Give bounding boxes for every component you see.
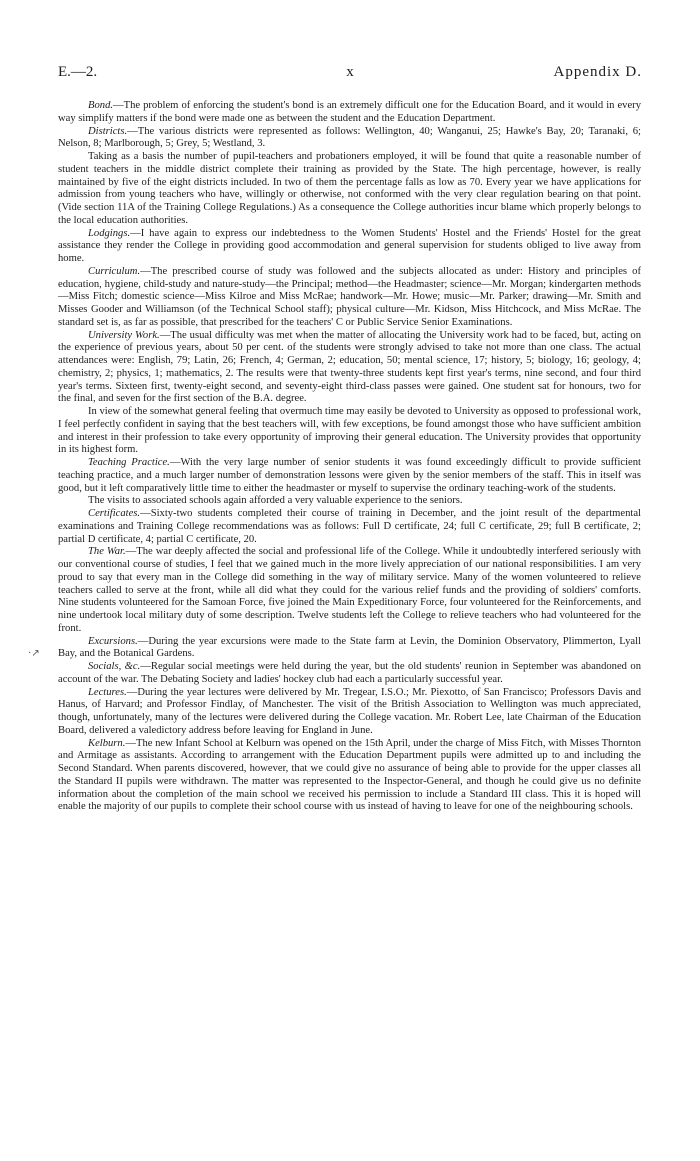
paragraph-heading: University Work.	[88, 329, 160, 341]
paragraph-heading: Socials, &c.	[88, 661, 141, 672]
margin-mark: ·↗	[28, 648, 40, 659]
paragraph	[58, 738, 641, 815]
paragraph	[58, 406, 641, 457]
document-body	[58, 100, 641, 814]
paragraph-text: In view of the somewhat general feeling that overmuch time may easily be devoted to University as opposed to professional work, I feel perfectly confident in saying that the best teachers will, with few exceptions, be found amongst those who have sufficient ambition and interest in their profession to take every opportunity of improving their general education. The University provides that opportunity in its highest form.	[58, 406, 641, 456]
paragraph-heading: Excursions.	[88, 635, 138, 647]
paragraph	[58, 151, 641, 228]
paragraph	[58, 546, 641, 635]
paragraph-heading: Certificates.	[88, 508, 141, 519]
paragraph-text: —The prescribed course of study was followed and the subjects allocated as under: History and principles of education, hygiene, child-study and nature-study—the Principal; method—the Headmaster; science—Mr. Morgan; kindergarten methods—Miss Fitch; domestic science—Miss Kilroe and Miss McRae; handwork—Mr. Howe; music—Mr. Parker; drawing—Mr. Smith and Misses Gooder and Williamson (of the Technical School staff); physical culture—Mr. Kidson, Miss Hitchcock, and Miss McRae. The standard set is, as far as possible, that prescribed for the teachers' C or Public Service Senior Examinations.	[58, 265, 641, 328]
paragraph	[58, 661, 641, 687]
paragraph-heading: Kelburn.	[88, 737, 126, 749]
paragraph-text: —The new Infant School at Kelburn was opened on the 15th April, under the charge of Miss Fitch, with Misses Thornton and Armitage as assistants. According to arrangement with the Education Department pupils were admitted up to and including the Second Standard. When parents discovered, however, that we could give no assurance of being able to provide for the upper classes all the Standard II pupils were withdrawn. The matter was represented to the Inspector-General, and though he could give us no definite information about the completion of the main school we received his permission to include a Standard III class. This it is hoped will enable the majority of our pupils to complete their school course with us instead of having to leave for one of the neighbouring schools.	[58, 737, 641, 813]
paragraph-text: —During the year excursions were made to the State farm at Levin, the Dominion Observatory, Plimmerton, Lyall Bay, and the Botanical Gardens.	[58, 635, 641, 660]
paragraph	[58, 687, 641, 738]
paragraph-text: —During the year lectures were delivered by Mr. Tregear, I.S.O.; Mr. Piexotto, of San Francisco; Professors Davis and Hanus, of Harvard; and Professor Findlay, of Manchester. The visit of the British Association to Wellington was much appreciated, though, unfortunately, many of the lectures were delivered during the College vacation. Mr. Robert Lee, late Chairman of the Education Board, delivered a valedictory address before leaving for England in June.	[58, 686, 641, 736]
paragraph	[58, 100, 641, 126]
paragraph-text: —With the very large number of senior students it was found exceedingly difficult to provide sufficient teaching practice, and a much larger number of demonstration lessons were given by the senior members of the staff. This in itself was good, but it left comparatively little time to either the headmaster or myself to supervise the ordinary teaching-work of the students.	[58, 457, 642, 494]
paragraph	[58, 266, 641, 330]
paragraph-text: —The usual difficulty was met when the matter of allocating the University work had to be faced, but, acting on the experience of previous years, about 50 per cent. of the students were strongly advised to take not more than one class. The actual attendances were: English, 79; Latin, 26; French, 4; German, 2; education, 50; mental science, 17; history, 5; biology, 16; geology, 4; chemistry, 2; physics, 1; mathematics, 2. The results were that twenty-three students kept first year's terms, nine second, and four third year's terms. Sixteen first, twenty-eight second, and seventy-eight third-class passes were gained. One student sat for honours, two for the final, and seven for the first section of the B.A. degree.	[58, 329, 642, 405]
paragraph-text: —Sixty-two students completed their course of training in December, and the joint result of the departmental examinations and Training College recommendations was as follows: Full D certificate, 24; full C certificate, 29; full B certificate, 2; partial D certificate, 4; partial C certificate, 20.	[58, 508, 641, 545]
paragraph	[58, 508, 641, 546]
paragraph-text: The visits to associated schools again afforded a very valuable experience to the seniors.	[88, 495, 463, 507]
paragraph	[58, 636, 641, 662]
paragraph	[58, 457, 641, 495]
paragraph-text: —I have again to express our indebtedness to the Women Students' Hostel and the Friends' Hostel for the great assistance they render the College in providing good accommodation and general supervision for students obliged to live away from home.	[58, 227, 641, 264]
paragraph-text: —The war deeply affected the social and professional life of the College. While it undoubtedly interfered seriously with our conventional course of studies, I feel that we gained much in the more lively appreciation of our national responsibilities. I am very proud to say that every man in the College did something in the way of military service. Many of the women volunteered to relieve teachers called to serve at the front, while all did what they could for the various relief funds and the providing of soldiers' comforts. Nine students volunteered for the Samoan Force, five joined the Main Expeditionary Force, four volunteered for the Reinforcements, and nine undertook local military duty of some description. Twelve students left the College to relieve teachers who had volunteered for the front.	[58, 546, 641, 634]
page-number: x	[346, 64, 354, 80]
paragraph-text: —The various districts were represented as follows: Wellington, 40; Wanganui, 25; Hawke's Bay, 20; Taranaki, 6; Nelson, 8; Marlborough, 5; Grey, 5; Westland, 3.	[58, 125, 641, 150]
paragraph-heading: Curriculum.	[88, 265, 141, 277]
paragraph-text: —The problem of enforcing the student's bond is an extremely difficult one for the Education Board, and it would in every way simplify matters if the bond were made one as between the student and the Education Department.	[58, 100, 641, 124]
header-right: Appendix D.	[553, 64, 642, 80]
page-header	[58, 64, 642, 86]
paragraph-heading: Lectures.	[88, 686, 127, 698]
paragraph-heading: Bond.	[88, 100, 114, 111]
paragraph-heading: The War.	[88, 546, 126, 558]
paragraph	[58, 330, 641, 407]
header-left: E.—2.	[58, 64, 98, 80]
paragraph	[58, 228, 641, 266]
paragraph	[58, 495, 641, 508]
paragraph	[58, 126, 641, 152]
paragraph-heading: Lodgings.	[88, 227, 131, 239]
paragraph-text: Taking as a basis the number of pupil-teachers and probationers employed, it will be found that quite a reasonable number of student teachers in the middle district complete their training as provided by the State. The high percentage, however, is really maintained by five of the eight districts included. In two of them the percentage falls as low as 70. Every year we have applications for admission from young teachers who have, willingly or otherwise, not conformed with the very clear regulation bearing on that point. (Vide section 11A of the Training College Regulations.) As a consequence the College authorities incur blame which properly belongs to the local education authorities.	[58, 151, 641, 226]
paragraph-text: —Regular social meetings were held during the year, but the old students' reunion in September was abandoned on account of the war. The Debating Society and ladies' hockey club had each a particularly successful year.	[58, 661, 641, 685]
paragraph-heading: Districts.	[88, 125, 128, 137]
paragraph-heading: Teaching Practice.	[88, 457, 170, 468]
